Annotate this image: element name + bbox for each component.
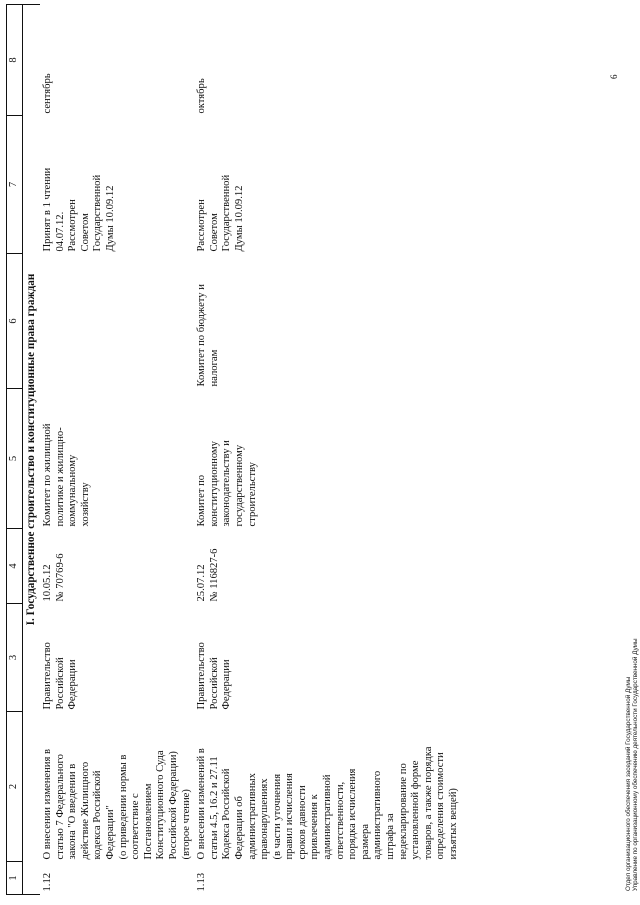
text-line: Государственной (221, 174, 233, 252)
text-line: (о приведении нормы в (117, 754, 129, 860)
text-line: статью 7 Федерального (54, 754, 66, 860)
text-line: статьи 4.5, 16.2 и 27.11 (208, 756, 220, 860)
text-line: хозяйству (79, 482, 91, 527)
responsible-committee (40, 389, 193, 529)
text-line: изъятых вещей) (448, 788, 459, 860)
text-line: Думы 10.09.12 (104, 185, 116, 252)
responsible-committee (193, 389, 460, 529)
bill-registration (40, 529, 193, 604)
text-line: конституционному (208, 441, 220, 527)
text-line: штрафа за (385, 813, 397, 860)
page-number: 6 (609, 74, 619, 79)
text-line: государственному (233, 444, 245, 527)
section-title: I. Государственное строительство и конституционные права граждан (23, 5, 41, 895)
text-line: Думы 10.09.12 (233, 185, 245, 252)
co-executor-committee (40, 254, 193, 389)
text-line: О внесении изменения в (42, 749, 53, 860)
text-line: административного (372, 770, 384, 860)
text-line: установленной форме (410, 760, 422, 860)
column-number-header (7, 5, 23, 895)
column-header: 8 (7, 5, 23, 116)
column-header: 7 (7, 116, 23, 254)
text-line: административной (322, 774, 334, 860)
text-line: строительству (246, 462, 258, 527)
text-line: № 70769-6 (54, 553, 66, 602)
text-line: 04.07.12. (54, 211, 66, 252)
column-header: 6 (7, 254, 23, 389)
planned-month: сентябрь (42, 73, 53, 114)
text-line: Принят в 1 чтении (42, 167, 53, 252)
text-line: ответственности, (334, 781, 346, 860)
text-line: привлечения к (309, 794, 321, 860)
text-line: 10.05.12 (42, 564, 53, 602)
text-line: налогам (208, 349, 220, 387)
text-line: сроков давности (296, 785, 308, 860)
text-line: Федерации" (104, 805, 116, 860)
text-line: Российской Федерации) (167, 751, 179, 860)
footer (625, 638, 639, 891)
text-line: Кодекса Российской (221, 768, 233, 860)
planned-month: октябрь (196, 78, 208, 114)
text-line: Рассмотрен (67, 199, 79, 252)
text-line: политике и жилищно- (54, 427, 66, 527)
row-number: 1.13 (196, 872, 208, 892)
text-line: размера (359, 824, 371, 860)
bill-title (193, 712, 460, 862)
text-line: действие Жилищного (79, 761, 91, 860)
text-line: правил исчисления (284, 773, 296, 860)
text-line: соответствие с (130, 793, 142, 860)
column-header: 3 (7, 604, 23, 712)
text-line: Комитет по бюджету и (196, 284, 208, 387)
text-line: (второе чтение) (180, 789, 192, 860)
text-line: Российской Федерации (208, 657, 233, 710)
co-executor-committee (193, 254, 460, 389)
table-row (193, 5, 460, 895)
column-header: 1 (7, 862, 23, 895)
column-header: 2 (7, 712, 23, 862)
bill-title (40, 712, 193, 862)
text-line: О внесении изменений в (196, 748, 208, 860)
text-line: Рассмотрен (196, 199, 208, 252)
text-line: административных (246, 773, 258, 860)
bill-status (40, 116, 193, 254)
text-line: № 116827-6 (208, 548, 220, 602)
legislation-plan-table (6, 4, 461, 895)
footer-line: Отдел организационного обеспечения заседаний Государственной Думы (625, 676, 632, 891)
footer-line: Управление по организационному обеспечению деятельности Государственной Думы (632, 638, 640, 891)
text-line: Государственной (92, 174, 104, 252)
text-line: Постановлением (142, 783, 154, 860)
text-line: 25.07.12 (196, 564, 208, 602)
text-line: определения стоимости (435, 752, 447, 860)
text-line: законодательству и (221, 440, 233, 527)
text-line: товаров, а также порядка (422, 746, 434, 860)
text-line: Конституционного Суда (155, 750, 167, 860)
row-number: 1.12 (42, 872, 53, 892)
bill-initiator (40, 604, 193, 712)
section-row (23, 5, 41, 895)
text-line: недекларирование по (397, 763, 409, 860)
text-line: Советом (208, 213, 220, 252)
text-line: Комитет по (196, 474, 208, 527)
text-line: закона "О введении в (67, 763, 79, 860)
table-row (40, 5, 193, 895)
text-line: кодекса Российской (92, 770, 104, 860)
text-line: Советом (79, 213, 91, 252)
text-line: коммунальному (67, 454, 79, 527)
bill-initiator (193, 604, 460, 712)
bill-status (193, 116, 460, 254)
text-line: Правительство (42, 642, 53, 710)
column-header: 5 (7, 389, 23, 529)
text-line: Российской Федерации (54, 657, 79, 710)
text-line: правонарушениях (259, 778, 271, 860)
column-header: 4 (7, 529, 23, 604)
text-line: (в части уточнения (271, 773, 283, 860)
text-line: порядка исчисления (347, 768, 359, 860)
text-line: Федерации об (233, 796, 245, 860)
text-line: Комитет по жилищной (42, 423, 53, 527)
bill-registration (193, 529, 460, 604)
text-line: Правительство (196, 642, 208, 710)
